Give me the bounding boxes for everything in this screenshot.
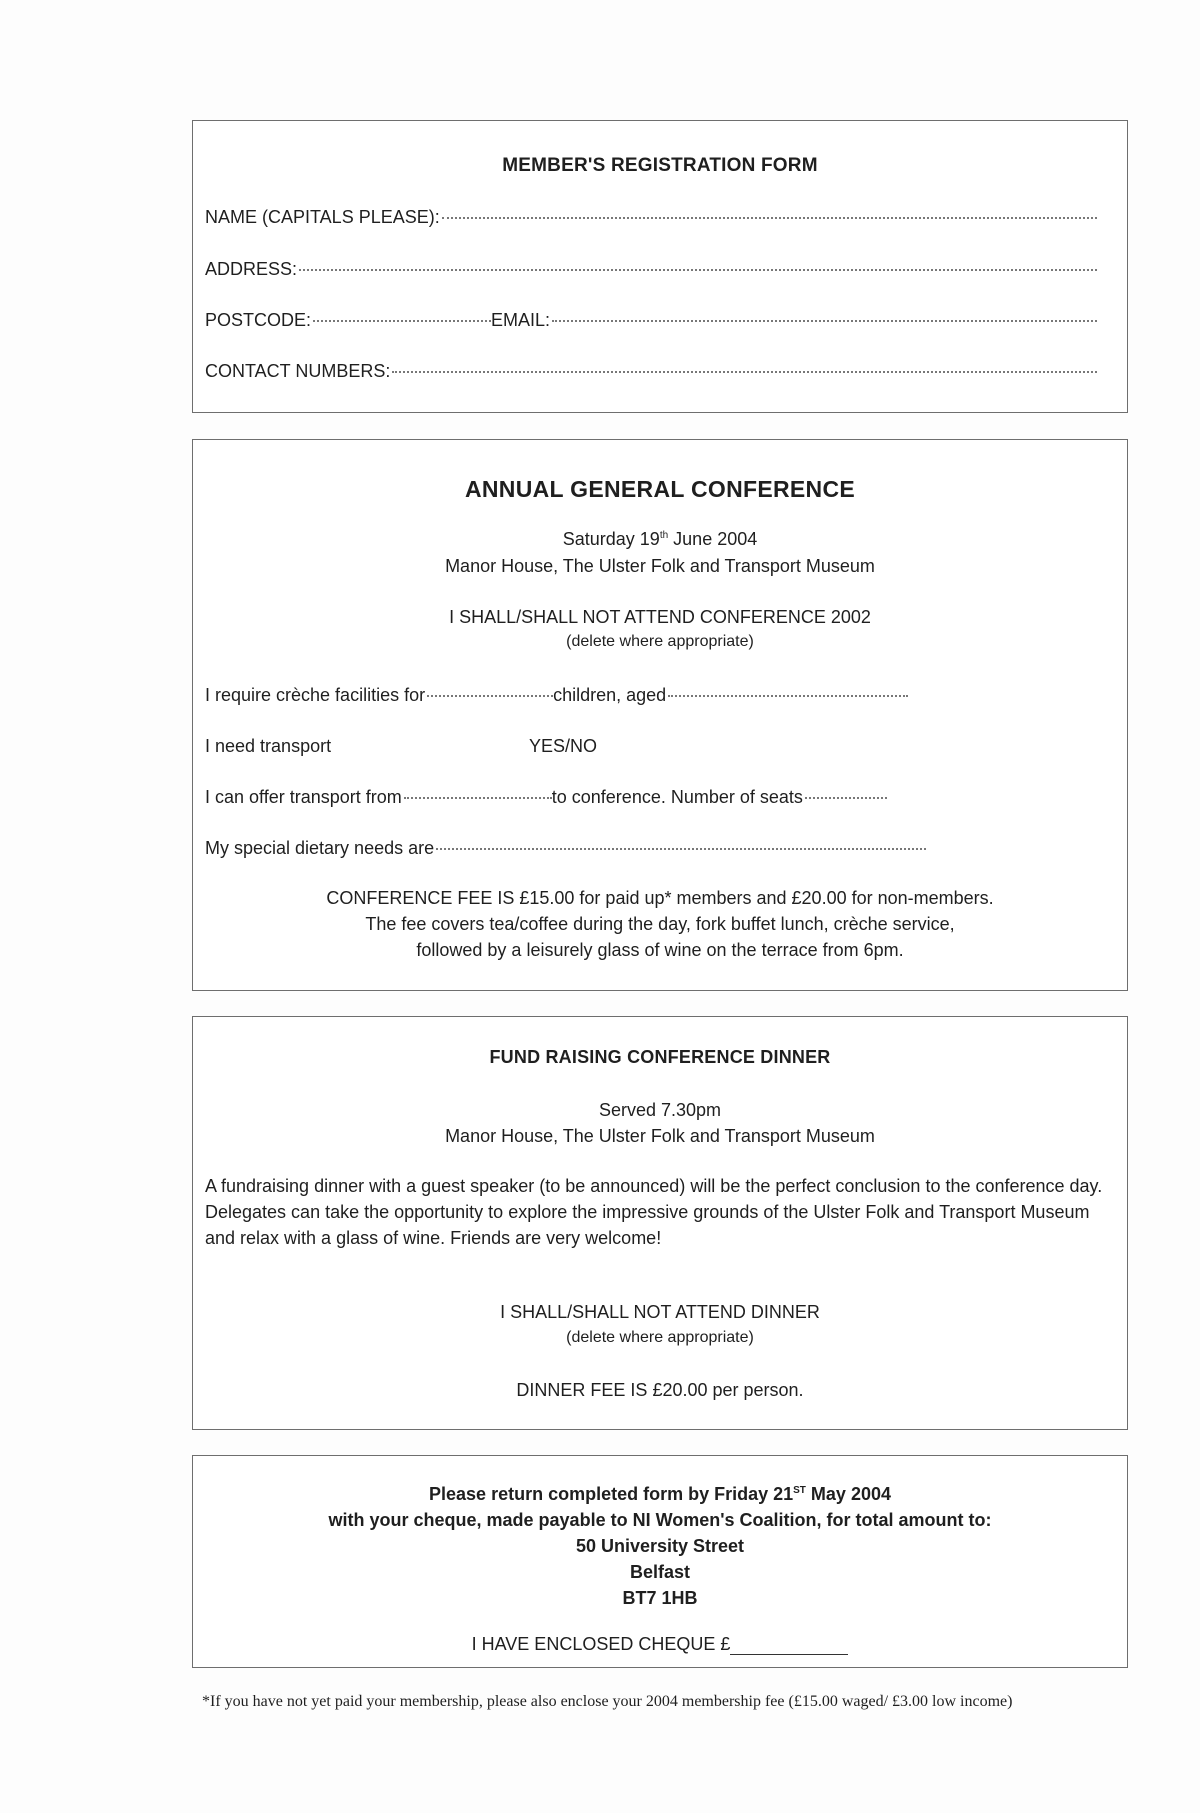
email-label: EMAIL: xyxy=(491,310,551,330)
membership-footnote: *If you have not yet paid your membership, please also enclose your 2004 membership fee (£15.00 waged/ £3.00 low income) xyxy=(202,1693,1013,1710)
dietary-label: My special dietary needs are xyxy=(205,838,435,858)
seats-field[interactable] xyxy=(805,796,887,799)
dinner-fee: DINNER FEE IS £20.00 per person. xyxy=(516,1380,804,1400)
conference-fee-line1: CONFERENCE FEE IS £15.00 for paid up* members and £20.00 for non-members. xyxy=(326,888,994,908)
return-address-city: Belfast xyxy=(629,1562,691,1582)
dietary-row xyxy=(205,838,926,859)
creche-row xyxy=(205,685,908,706)
conference-date: Saturday 19th June 2004 xyxy=(562,529,758,549)
dietary-field[interactable] xyxy=(436,847,926,850)
address-label: ADDRESS: xyxy=(205,259,298,279)
conference-venue: Manor House, The Ulster Folk and Transport Museum xyxy=(445,556,875,576)
offer-to-label: to conference. Number of seats xyxy=(551,787,803,807)
dinner-attend-note: (delete where appropriate) xyxy=(566,1329,754,1346)
creche-label: I require crèche facilities for xyxy=(205,685,426,705)
cheque-label: I HAVE ENCLOSED CHEQUE £ xyxy=(471,1634,731,1654)
transport-options[interactable]: YES/NO xyxy=(529,736,598,756)
dinner-attend: I SHALL/SHALL NOT ATTEND DINNER xyxy=(500,1302,820,1322)
return-address-postcode: BT7 1HB xyxy=(622,1588,698,1608)
contact-numbers-field[interactable] xyxy=(205,361,1097,382)
creche-children-label: children, aged xyxy=(553,685,667,705)
conference-fee-line2: The fee covers tea/coffee during the day, fork buffet lunch, crèche service, xyxy=(365,914,955,934)
dinner-venue: Manor House, The Ulster Folk and Transport Museum xyxy=(445,1126,875,1146)
conference-attend: I SHALL/SHALL NOT ATTEND CONFERENCE 2002 xyxy=(449,607,871,627)
cheque-row xyxy=(193,1634,1127,1655)
transport-label: I need transport xyxy=(205,736,332,756)
conference-fee-line3: followed by a leisurely glass of wine on the terrace from 6pm. xyxy=(416,940,904,960)
dinner-description: A fundraising dinner with a guest speaker (to be announced) will be the perfect conclusion to the conference day. Delegates can take the opportunity to explore the impressive grounds of the Ulster Folk and Transport Museum and relax with a glass of wine. Friends are very welcome! xyxy=(205,1176,1103,1248)
conference-title: ANNUAL GENERAL CONFERENCE xyxy=(464,476,855,502)
return-payable-to: with your cheque, made payable to NI Women's Coalition, for total amount to: xyxy=(328,1510,992,1530)
creche-count-field[interactable] xyxy=(427,694,553,697)
name-label: NAME (CAPITALS PLEASE): xyxy=(205,207,440,227)
contact-numbers-label: CONTACT NUMBERS: xyxy=(205,361,391,381)
dinner-served: Served 7.30pm xyxy=(598,1100,722,1120)
name-field[interactable] xyxy=(205,207,1097,228)
email-field[interactable] xyxy=(552,319,1097,322)
creche-ages-field[interactable] xyxy=(668,694,908,697)
address-field[interactable] xyxy=(205,259,1097,280)
return-box xyxy=(192,1455,1128,1668)
postcode-label: POSTCODE: xyxy=(205,310,312,330)
offer-from-field[interactable] xyxy=(404,796,552,799)
dinner-box xyxy=(192,1016,1128,1430)
offer-transport-label: I can offer transport from xyxy=(205,787,402,807)
cheque-amount-field[interactable] xyxy=(730,1636,848,1655)
conference-attend-note: (delete where appropriate) xyxy=(566,633,754,650)
return-deadline: Please return completed form by Friday 21ST May 2004 xyxy=(429,1484,891,1504)
member-form-title: MEMBER'S REGISTRATION FORM xyxy=(502,155,818,176)
dinner-title: FUND RAISING CONFERENCE DINNER xyxy=(489,1047,831,1067)
return-address-street: 50 University Street xyxy=(575,1536,745,1556)
postcode-field[interactable] xyxy=(313,319,491,322)
postcode-email-row xyxy=(205,310,1097,331)
offer-transport-row xyxy=(205,787,887,808)
conference-box xyxy=(192,439,1128,991)
member-registration-box xyxy=(192,120,1128,413)
